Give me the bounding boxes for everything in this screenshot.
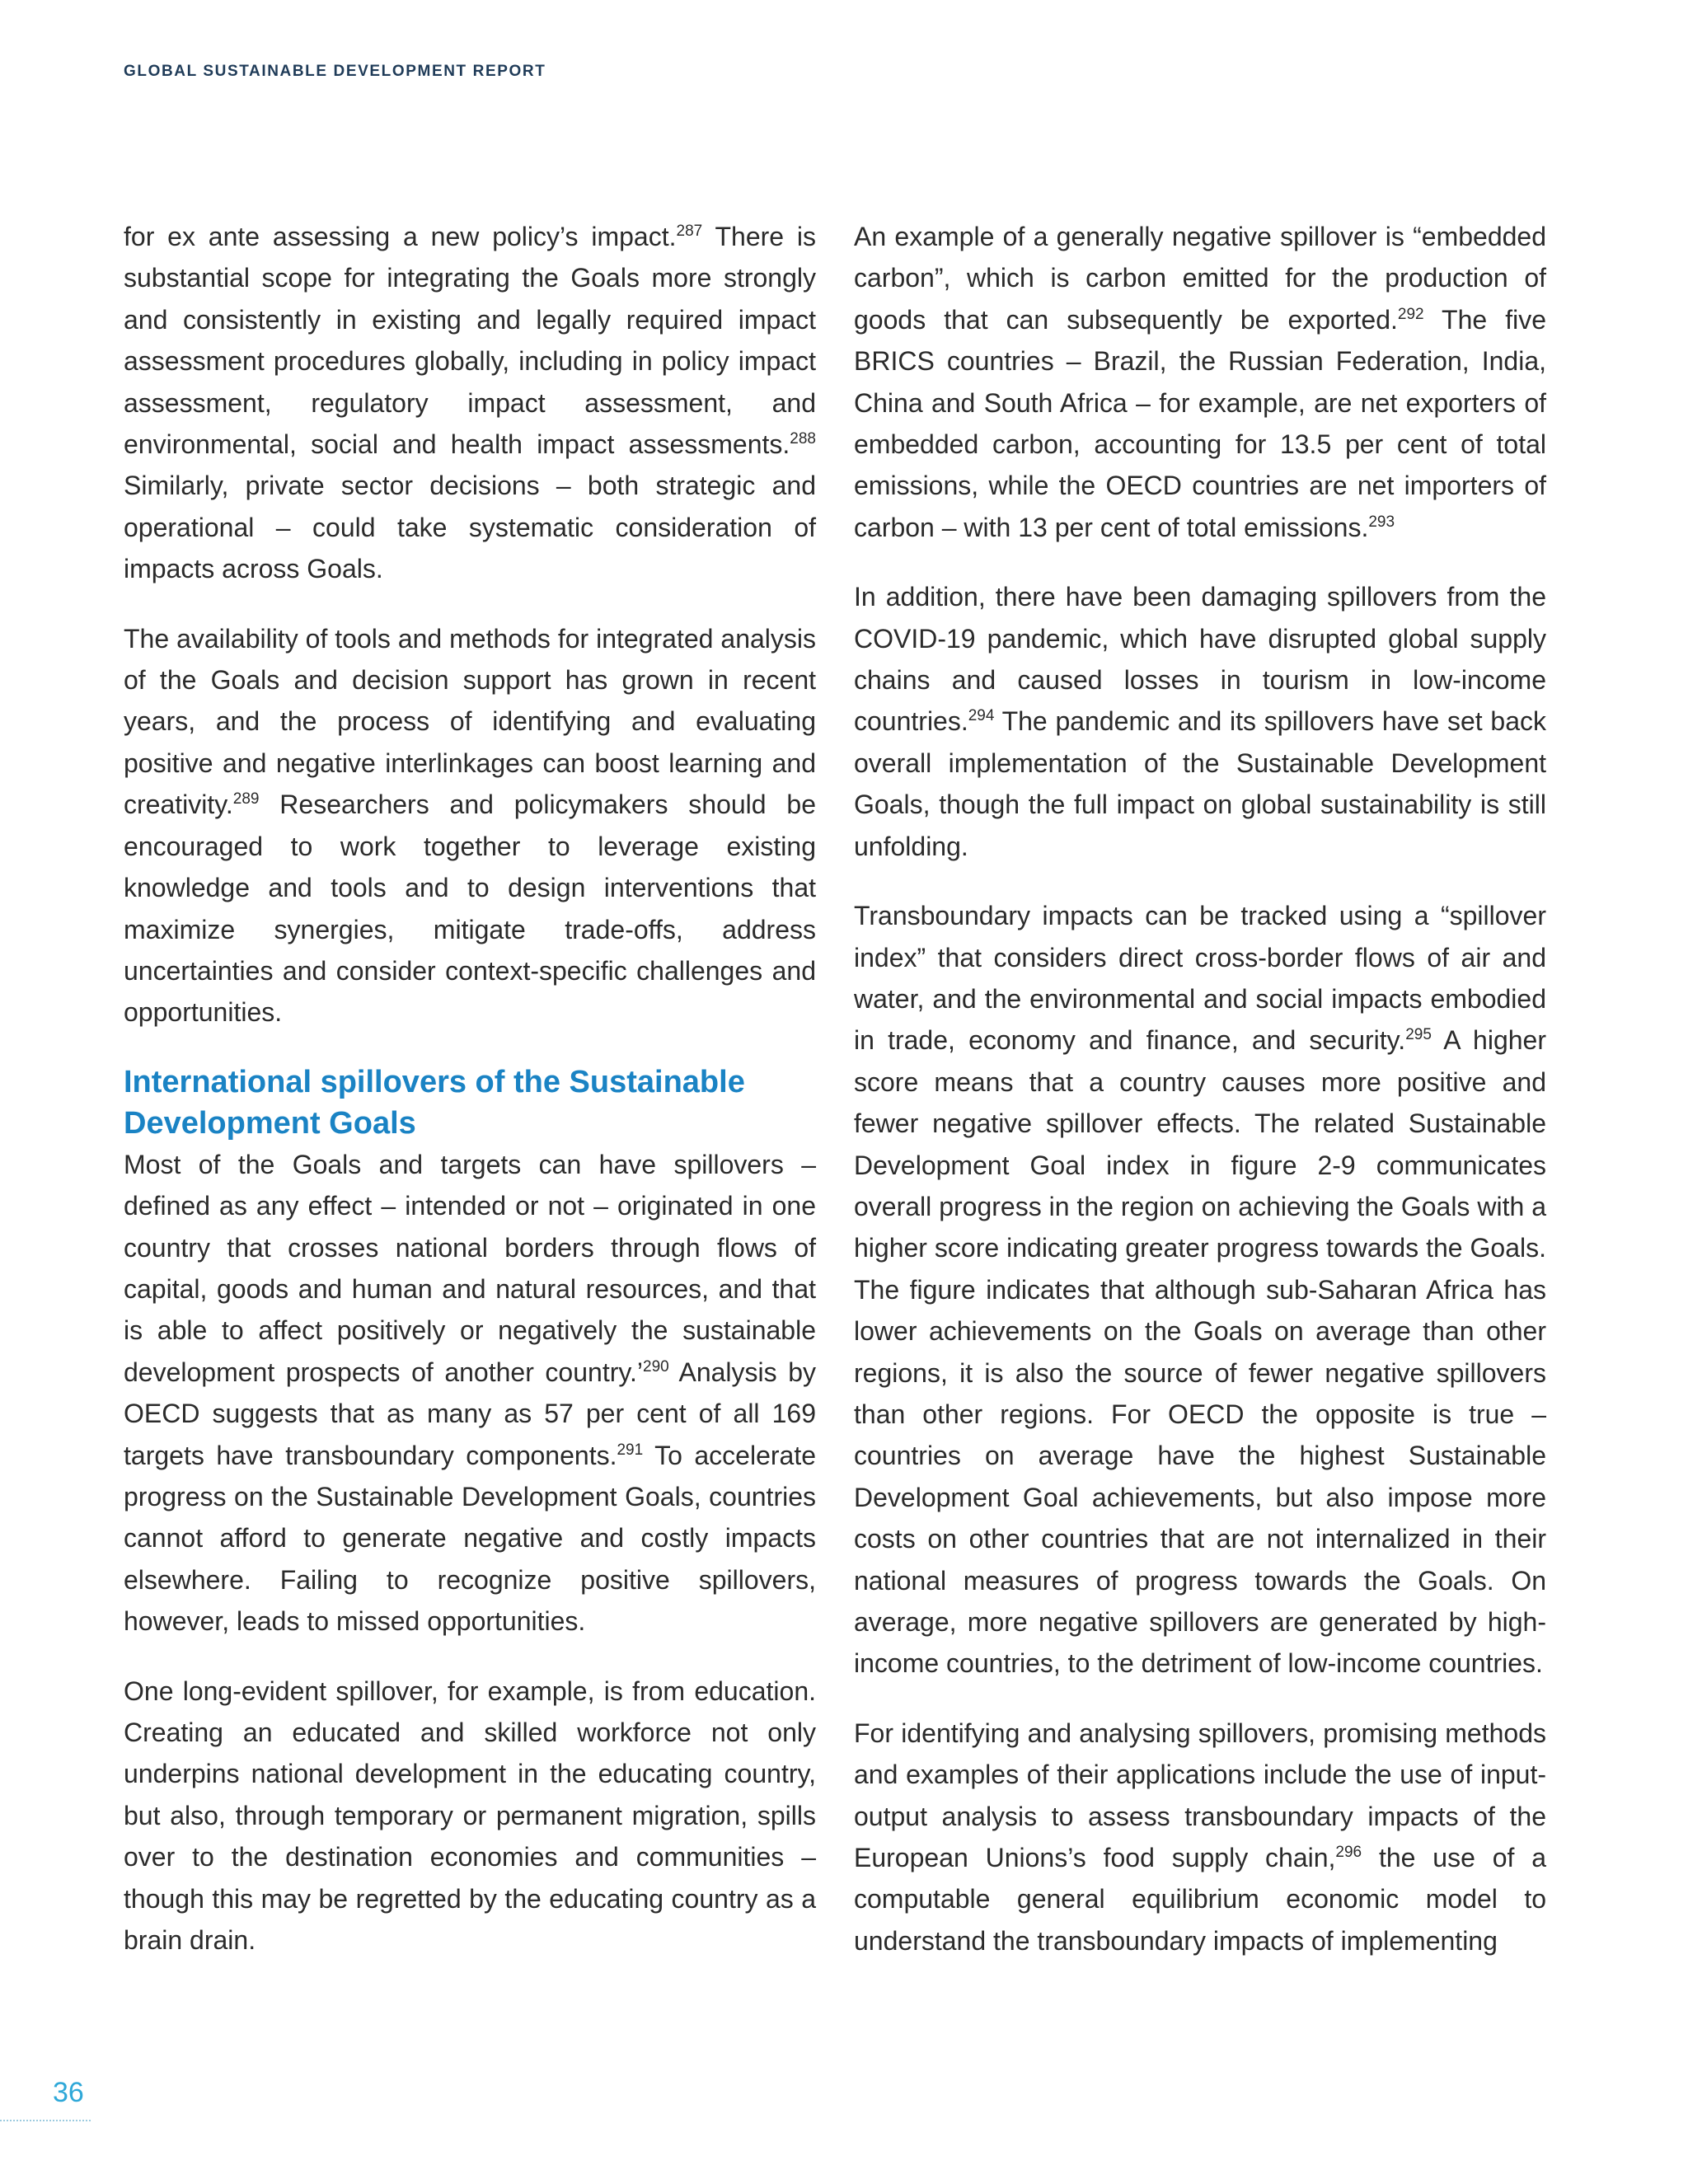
footnote-ref-292: 292 — [1397, 305, 1424, 323]
text-segment: The pandemic and its spillovers have set back overall implementation of the Sustainable Development Goals, though the full impact on global sustainability is still unfolding. — [854, 706, 1546, 861]
text-segment: One long-evident spillover, for example, is from education. Creating an educated and skilled workforce not only underpins national development in the educating country, but also, through temporary or permanent migration, spills over to the destination economies and communities – though this may be regretted by the educating country as a brain drain. — [124, 1675, 816, 1956]
text-segment: The availability of tools and methods for integrated analysis of the Goals and decision support has grown in recent years, and the process of identifying and evaluating positive and negative interlinkages can boost learning and creativity. — [124, 623, 816, 820]
text-segment: For identifying and analysing spillovers, promising methods and examples of their applications include the use of input-output analysis to assess transboundary impacts of the European Unions’s food supply chain, — [854, 1718, 1546, 1873]
paragraph-spillover-index — [854, 895, 1546, 1685]
text-segment: An example of a generally negative spillover is “embedded carbon”, which is carbon emitted for the production of goods that can subsequently be exported. — [854, 222, 1546, 335]
text-segment: In addition, there have been damaging spillovers from the COVID-19 pandemic, which have disrupted global supply chains and caused losses in tourism in low-income countries. — [854, 582, 1546, 737]
footnote-ref-294: 294 — [968, 707, 995, 725]
footnote-ref-296: 296 — [1335, 1844, 1362, 1862]
paragraph-embedded-carbon — [854, 216, 1546, 548]
page-number: 36 — [53, 2077, 84, 2108]
text-segment: A higher score means that a country causes more positive and fewer negative spillover effects. The related Sustainable Development Goal index in figure 2-9 communicates overall progress in the region on achieving the Goals with a higher score indicating greater progress towards the Goals. The figure indicates that although sub-Saharan Africa has lower achievements on the Goals on average than other regions, it is also the source of fewer negative spillovers than other regions. For OECD the opposite is true – countries on average have the highest Sustainable Development Goal achievements, but also impose more costs on other countries that are not internalized in their national measures of progress towards the Goals. On average, more negative spillovers are generated by high-income countries, to the detriment of low-income countries. — [854, 1025, 1547, 1679]
page-number-rule — [0, 2120, 91, 2121]
text-segment: Transboundary impacts can be tracked using a “spillover index” that considers direct cross-border flows of air and water, and the environmental and social impacts embodied in trade, economy and finance, and security. — [854, 901, 1546, 1056]
text-segment: the use of a computable general equilibrium economic model to understand the transboundary impacts of implementing — [854, 1843, 1547, 1956]
footnote-ref-290: 290 — [643, 1357, 669, 1376]
footnote-ref-288: 288 — [790, 430, 816, 448]
footnote-ref-293: 293 — [1368, 513, 1395, 531]
footnote-ref-287: 287 — [676, 223, 703, 240]
text-segment: Similarly, private sector decisions – both strategic and operational – could take systematic consideration of impacts across Goals. — [124, 471, 816, 584]
paragraph-analysis-methods — [854, 1713, 1546, 1961]
running-header: GLOBAL SUSTAINABLE DEVELOPMENT REPORT — [124, 63, 546, 80]
paragraph-impact-assessment — [124, 216, 816, 590]
left-column — [124, 216, 816, 1989]
footnote-ref-289: 289 — [232, 790, 260, 808]
right-column — [854, 216, 1546, 1990]
paragraph-tools-methods — [124, 618, 816, 1033]
text-segment: for ex ante assessing a new policy’s impact. — [124, 222, 677, 251]
paragraph-education-spillover — [124, 1671, 816, 1961]
section-heading-spillovers: International spillovers of the Sustainable Development Goals — [124, 1064, 745, 1141]
text-segment: There is substantial scope for integrating the Goals more strongly and consistently in existing and legally required impact assessment procedures globally, including in policy impact assessment, regulatory impact assessment, and environmental, social and health impact assessments. — [124, 222, 817, 460]
paragraph-spillover-definition — [124, 1144, 816, 1643]
footnote-ref-291: 291 — [617, 1441, 644, 1459]
text-segment: Most of the Goals and targets can have spillovers – defined as any effect – intended or not – originated in one country that crosses national borders through flows of capital, goods and human and natural resources, and that is able to affect positively or negatively the sustainable development prospects of another country.’ — [124, 1149, 816, 1387]
text-segment: Researchers and policymakers should be encouraged to work together to leverage existing knowledge and tools and to design interventions that maximize synergies, mitigate trade-offs, address uncertainties and consider context-specific challenges and opportunities. — [124, 790, 816, 1028]
footnote-ref-295: 295 — [1405, 1026, 1432, 1044]
text-segment: Analysis by OECD suggests that as many as 57 per cent of all 169 targets have transboundary components. — [124, 1357, 817, 1470]
text-segment: The five BRICS countries – Brazil, the Russian Federation, India, China and South Africa – for example, are net exporters of embedded carbon, accounting for 13.5 per cent of total emissions, while the OECD countries are net importers of carbon – with 13 per cent of total emissions. — [854, 304, 1547, 542]
paragraph-covid-spillovers — [854, 576, 1546, 867]
text-segment: To accelerate progress on the Sustainable Development Goals, countries cannot afford to generate negative and costly impacts elsewhere. Failing to recognize positive spillovers, however, leads to missed opportunities. — [124, 1440, 816, 1637]
